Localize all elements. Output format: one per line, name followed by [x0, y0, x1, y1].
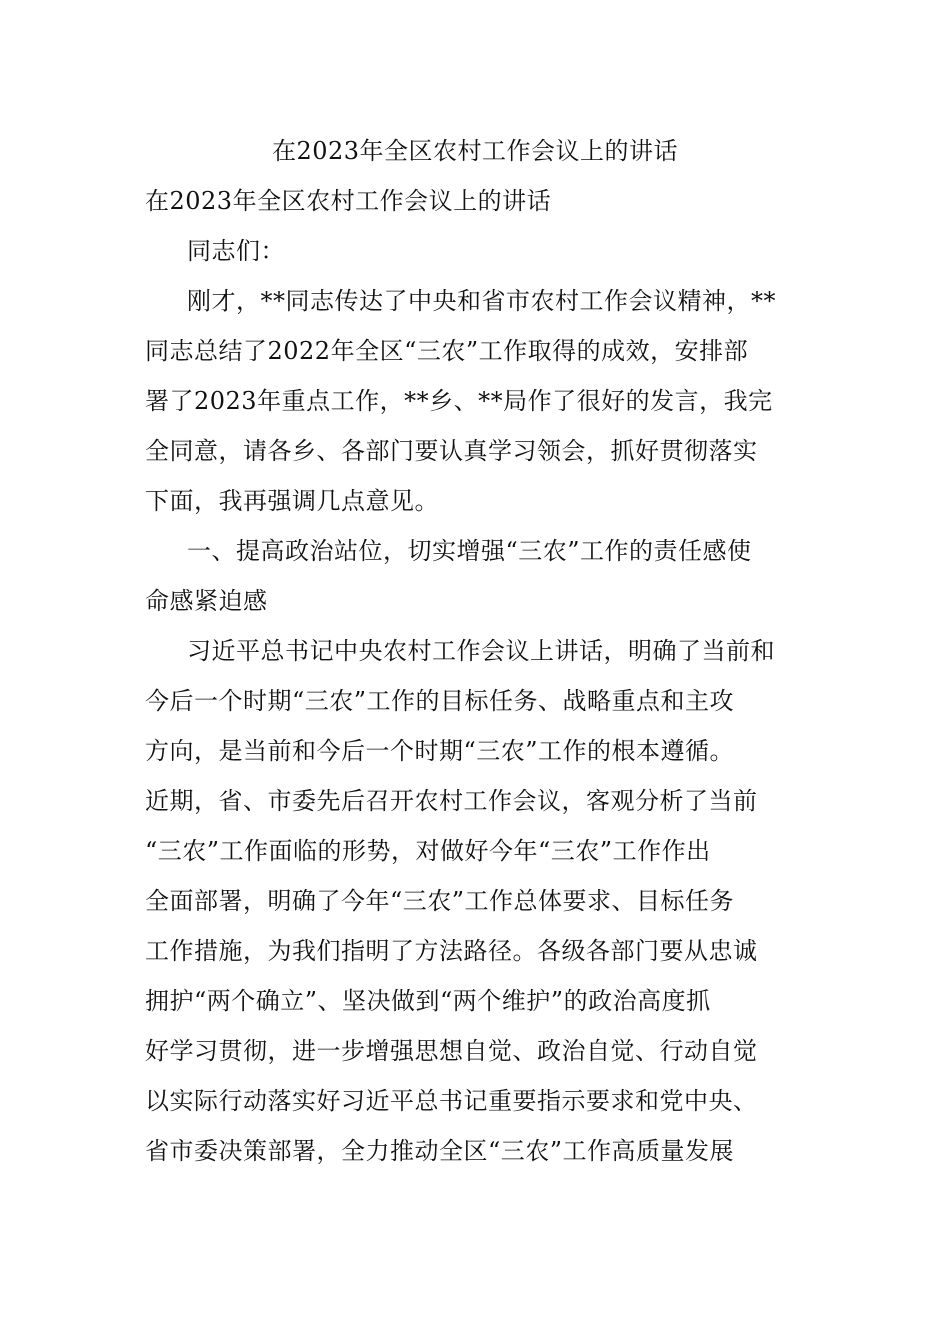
- paragraph-line: 习近平总书记中央农村工作会议上讲话，明确了当前和: [187, 637, 775, 665]
- paragraph-line: 拥护“两个确立”、坚决做到“两个维护”的政治高度抓: [145, 987, 711, 1015]
- paragraph-line: 今后一个时期“三农”工作的目标任务、战略重点和主攻: [145, 687, 735, 715]
- paragraph-line: 全同意，请各乡、各部门要认真学习领会，抓好贯彻落实: [145, 437, 758, 465]
- subtitle-line: 在2023年全区农村工作会议上的讲话: [145, 187, 552, 215]
- paragraph-line: 同志总结了2022年全区“三农”工作取得的成效，安排部: [145, 337, 749, 365]
- paragraph-line: 以实际行动落实好习近平总书记重要指示要求和党中央、: [145, 1087, 758, 1115]
- paragraph-line: 好学习贯彻，进一步增强思想自觉、政治自觉、行动自觉: [145, 1037, 758, 1065]
- paragraph-line: 全面部署，明确了今年“三农”工作总体要求、目标任务: [145, 887, 735, 915]
- paragraph-line: 刚才，**同志传达了中央和省市农村工作会议精神，**: [187, 287, 776, 315]
- paragraph-line: 下面，我再强调几点意见。: [145, 487, 439, 515]
- paragraph-line: 省市委决策部署，全力推动全区“三农”工作高质量发展: [145, 1137, 735, 1165]
- paragraph-line: 近期，省、市委先后召开农村工作会议，客观分析了当前: [145, 787, 758, 815]
- salutation-line: 同志们：: [187, 237, 285, 265]
- section-heading-line: 一、提高政治站位，切实增强“三农”工作的责任感使: [187, 537, 752, 565]
- paragraph-line: “三农”工作面临的形势，对做好今年“三农”工作作出: [145, 837, 711, 865]
- paragraph-line: 署了2023年重点工作，**乡、**局作了很好的发言，我完: [145, 387, 773, 415]
- document-title: 在2023年全区农村工作会议上的讲话: [271, 137, 679, 165]
- section-heading-line: 命感紧迫感: [145, 587, 268, 615]
- paragraph-line: 工作措施，为我们指明了方法路径。各级各部门要从忠诚: [145, 937, 758, 965]
- paragraph-line: 方向，是当前和今后一个时期“三农”工作的根本遵循。: [145, 737, 735, 765]
